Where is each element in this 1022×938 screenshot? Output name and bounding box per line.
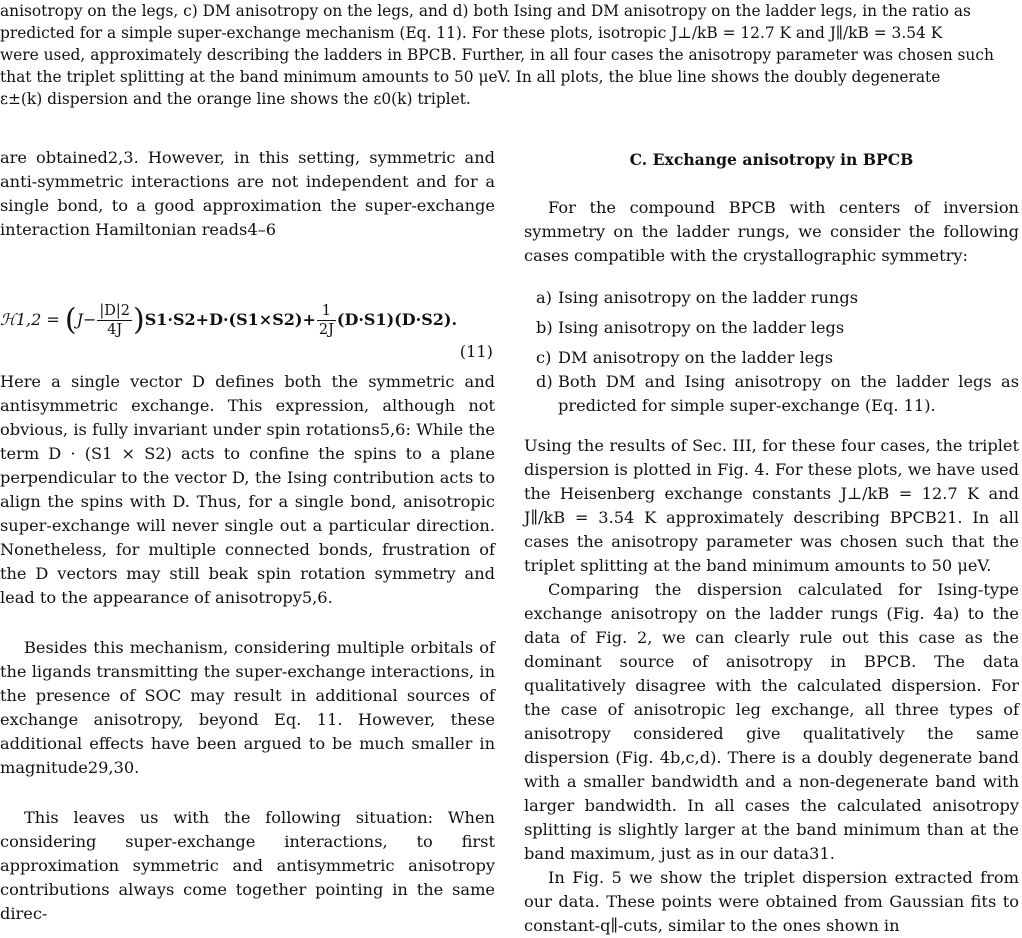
paragraph-multiple-orbitals: Besides this mechanism, considering multiple orbitals of the ligands transmitting the super-exchange interactions, in the presence of SOC may result in additional sources of exchange anisotropy, beyond Eq. 11. However, these additional effects have been argued to be much smaller in magnitude29,30.	[0, 638, 495, 777]
caption-line: that the triplet splitting at the band minimum amounts to 50 μeV. In all plots, the blue line shows the doubly degenerate	[0, 68, 941, 86]
fraction	[317, 302, 336, 339]
fraction-denominator: 4J	[107, 322, 123, 338]
caption-line: anisotropy on the legs, c) DM anisotropy on the legs, and d) both Ising and DM anisotropy on the ladder legs, in the ratio as	[0, 2, 971, 20]
paragraph-comparison: Comparing the dispersion calculated for Ising-type exchange anisotropy on the ladder rungs (Fig. 4a) to the data of Fig. 2, we can clearly rule out this case as the dominant source of anisotropy in BPCB. The data qualitatively disagree with the calculated dispersion. For the case of anisotropic leg exchange, all three types of anisotropy considered give qualitatively the same dispersion (Fig. 4b,c,d). There is a doubly degenerate band with a smaller bandwidth and a non-degenerate band with larger bandwidth. In all cases the calculated anisotropy splitting is slightly larger at the band minimum than at the band maximum, just as in our data31.	[524, 580, 1019, 863]
list-item	[524, 316, 1019, 340]
fraction-numerator: |D|2	[99, 303, 131, 319]
right-column	[524, 146, 1019, 938]
paragraph-compound-intro: For the compound BPCB with centers of inversion symmetry on the ladder rungs, we consider the following cases compatible with the crystallographic symmetry:	[524, 198, 1019, 265]
left-column	[0, 146, 495, 926]
list-item-label: a)	[536, 288, 552, 307]
equation-11	[0, 278, 495, 370]
equation-body	[0, 302, 457, 339]
list-item	[524, 370, 1019, 418]
paragraph-figure-5: In Fig. 5 we show the triplet dispersion extracted from our data. These points were obtained from Gaussian fits to constant-q∥-cuts, similar to the ones shown in	[524, 868, 1019, 935]
figure-caption	[0, 0, 1016, 110]
paragraph-hamiltonian-intro: are obtained2,3. However, in this setting, symmetric and anti-symmetric interactions are not independent and for a single bond, to a good approximation the super-exchange interaction Hamiltonian reads4–6	[0, 148, 495, 239]
paren-close: )	[133, 302, 145, 338]
list-item-text: DM anisotropy on the ladder legs	[558, 348, 834, 367]
list-item-label: b)	[536, 318, 553, 337]
fraction-denominator: 2J	[318, 322, 334, 338]
equation-number: (11)	[459, 342, 493, 361]
list-item	[524, 346, 1019, 370]
equation-part: (D·S1)(D·S2).	[336, 310, 458, 329]
list-item-text: Both DM and Ising anisotropy on the ladder legs as predicted for simple super-exchange (Eq. 11).	[558, 372, 1019, 415]
section-heading: C. Exchange anisotropy in BPCB	[629, 150, 914, 169]
fraction-numerator: 1	[317, 302, 336, 321]
fraction	[97, 302, 132, 339]
paragraph-results: Using the results of Sec. III, for these four cases, the triplet dispersion is plotted in Fig. 4. For these plots, we have used the Heisenberg exchange constants J⊥/kB = 12.7 K and J∥/kB = 3.54 K approximately describing BPCB21. In all cases the anisotropy parameter was chosen such that the triplet splitting at the band minimum amounts to 50 μeV.	[524, 436, 1019, 575]
equation-part: J−	[76, 310, 97, 329]
list-item-label: d)	[536, 372, 553, 391]
paragraph-single-vector: Here a single vector D defines both the symmetric and antisymmetric exchange. This expression, although not obvious, is fully invariant under spin rotations5,6: While the term D · (S1 × S2) acts to confine the spins to a plane perpendicular to the vector D, the Ising contribution acts to align the spins with D. Thus, for a single bond, anisotropic super-exchange will never single out a particular direction. Nonetheless, for multiple connected bonds, frustration of the D vectors may still beak spin rotation symmetry and lead to the appearance of anisotropy5,6.	[0, 372, 495, 607]
equation-lhs: ℋ1,2 =	[0, 310, 60, 329]
list-item-label: c)	[536, 348, 552, 367]
caption-line: were used, approximately describing the ladders in BPCB. Further, in all four cases the anisotropy parameter was chosen such	[0, 46, 994, 64]
equation-part: S1·S2+D·(S1×S2)+	[144, 310, 316, 329]
caption-line: ε±(k) dispersion and the orange line shows the ε0(k) triplet.	[0, 90, 471, 108]
list-item-text: Ising anisotropy on the ladder rungs	[558, 288, 859, 307]
cases-list	[524, 286, 1019, 418]
paren-open: (	[64, 302, 77, 338]
caption-line: predicted for a simple super-exchange mechanism (Eq. 11). For these plots, isotropic J⊥/kB = 12.7 K and J∥/kB = 3.54 K	[0, 24, 943, 42]
paragraph-situation: This leaves us with the following situation: When considering super-exchange interactions, to first approximation symmetric and antisymmetric anisotropy contributions always come together pointing in the same direc-	[0, 808, 495, 923]
list-item-text: Ising anisotropy on the ladder legs	[558, 318, 845, 337]
list-item	[524, 286, 1019, 310]
